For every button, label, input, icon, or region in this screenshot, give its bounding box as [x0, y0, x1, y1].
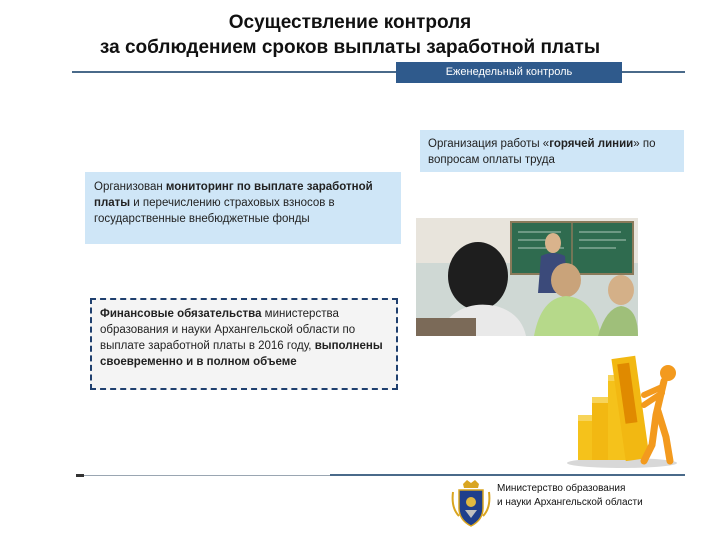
ministry-line-1: Министерство образования — [497, 483, 626, 494]
weekly-control-tab: Еженедельный контроль — [396, 62, 622, 83]
hotline-box — [420, 130, 684, 172]
footer-rule-thin — [84, 475, 330, 476]
ministry-line-2: и науки Архангельской области — [497, 497, 643, 508]
title-line-2: за соблюдением сроков выплаты заработной платы — [99, 37, 601, 58]
hotline-text-bold: горячей линии — [549, 138, 634, 150]
footer-rule — [330, 474, 685, 476]
finance-obligations-box — [90, 298, 398, 390]
slide-title — [40, 10, 660, 60]
finance-bold-1: Финансовые обязательства — [100, 308, 262, 320]
finance-bold-2: выполнены своевременно и в полном объеме — [100, 340, 383, 368]
monitoring-text-bold: мониторинг по выплате заработной платы — [94, 181, 373, 209]
classroom-photo — [416, 218, 638, 336]
monitoring-text-pre: Организован — [94, 181, 166, 193]
ministry-caption — [497, 482, 697, 510]
hotline-text-pre: Организация работы « — [428, 138, 550, 150]
finance-text-mid: министерства образования и науки Архангельской области по выплате заработной платы в 2016 году, — [100, 308, 356, 352]
title-line-1: Осуществление контроля — [228, 12, 472, 33]
monitoring-text-post: и перечислению страховых взносов в государственные внебюджетные фонды — [94, 197, 335, 225]
person-pushing-bars-icon — [560, 345, 690, 470]
arkhangelsk-coat-of-arms-icon — [451, 478, 491, 528]
monitoring-box — [85, 172, 401, 244]
hotline-text-post: » по вопросам оплаты труда — [428, 138, 656, 166]
footer-rule-mark — [76, 474, 84, 477]
